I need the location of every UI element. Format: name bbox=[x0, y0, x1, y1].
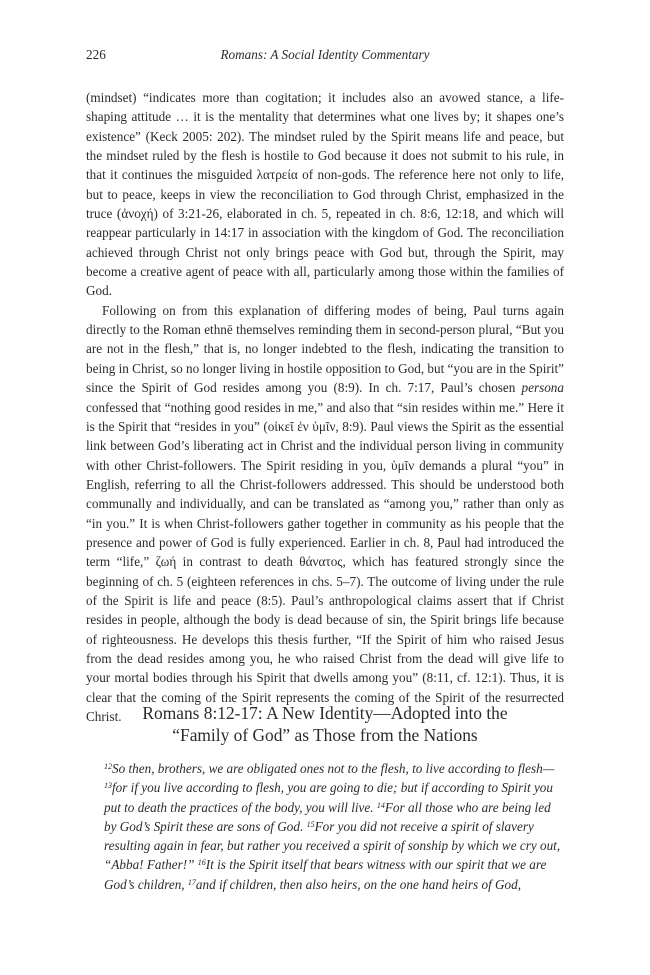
verse-text: for if you live according to flesh, you are going to die; but if according to Spirit you put to death the practices of the body, you will live. bbox=[104, 780, 553, 815]
section-heading-line-2: “Family of God” as Those from the Nations bbox=[172, 725, 478, 745]
persona-emphasis: persona bbox=[521, 380, 564, 396]
section-heading bbox=[86, 702, 564, 746]
section-heading-line-1: Romans 8:12-17: A New Identity—Adopted into the bbox=[142, 703, 508, 723]
verse-text: and if children, then also heirs, on the one hand heirs of God, bbox=[195, 876, 522, 892]
verse-number: 16 bbox=[197, 858, 206, 868]
running-head bbox=[86, 45, 564, 65]
verse-text: It is the Spirit itself that bears witness with our spirit that we are God’s children, bbox=[104, 857, 547, 892]
page-number: 226 bbox=[86, 47, 106, 62]
paragraph-2 bbox=[86, 301, 564, 727]
body-text bbox=[86, 88, 564, 726]
verse-number: 13 bbox=[104, 781, 112, 791]
verse-text: So then, brothers, we are obligated ones not to the flesh, to live according to flesh— bbox=[112, 761, 555, 776]
paragraph-1: (mindset) “indicates more than cogitation; it includes also an avowed stance, a life-shaping attitude … it is the mentality that determines what one lives by; it shapes one’s existence” (Keck 2005: 202). The mindset ruled by the Spirit means life and peace, but the mindset ruled by the flesh is hostile to God because it does not submit to his rule, in that it continues the misguided λατρεία of non-gods. The reference here not only to life, but to peace, keeps in view the reconciliation to God through Christ, emphasized in the truce (ἀνοχή) of 3:21-26, elaborated in ch. 5, repeated in ch. 8:6, 12:18, and which will reappear particularly in 14:17 in association with the kingdom of God. The reconciliation achieved through Christ not only brings peace with God but, through the Spirit, may become a creative agent of peace with all, particularly among those within the families of God. bbox=[86, 90, 564, 299]
verse-number: 17 bbox=[187, 877, 196, 887]
scripture-quotation bbox=[104, 759, 562, 894]
paragraph-2-part-2: confessed that “nothing good resides in me,” and also that “sin resides within me.” Here it is the Spirit that “resides in you” (οἰκεῖ ἐν ὑμῖν, 8:9). Paul views the Spirit as the essential link between God’s liberating act in Christ and the individual person living in community with other Christ-followers. The Spirit residing in you, ὑμῖν demands a plural “you” in English, referring to all the Christ-followers addressed. This should be understood both communally and individually, and can be translated as “among you,” rather than only as “in you.” It is when Christ-followers gather together in community as his people that the presence and power of God is fully experienced. Earlier in ch. 8, Paul had introduced the term “life,” ζωή in contrast to death θάνατος, which has featured strongly since the beginning of ch. 5 (eighteen references in chs. 5–7). The outcome of living under the rule of the Spirit is life and peace (8:5). Paul’s anthropological claims assert that if Christ resides in people, although the body is dead because of sin, the Spirit brings life because of righteousness. He develops this thesis further, “If the Spirit of him who raised Jesus from the dead resides among you, he who raised Christ from the dead will give life to your mortal bodies through his Spirit that dwells among you” (8:11, cf. 12:1). Thus, it is clear that the coming of the Spirit represents the coming of the Spirit of the resurrected Christ. bbox=[86, 399, 564, 724]
verse-text: For all those who are being led by God’s Spirit these are sons of God. bbox=[104, 799, 551, 834]
verse-number: 15 bbox=[306, 819, 315, 829]
verse-number: 12 bbox=[104, 762, 112, 771]
paragraph-2-part-1: Following on from this explanation of differing modes of being, Paul turns again directly to the Roman ethnē themselves reminding them in second-person plural, “But you are not in the flesh,” that is, no longer indebted to the flesh, indicating the transition to being in Christ, so no longer living in hostile opposition to God, but “you are in the Spirit” since the Spirit of God resides among you (8:9). In ch. 7:17, Paul’s chosen bbox=[86, 302, 565, 396]
verse-text: For you did not receive a spirit of slavery resulting again in fear, but rather you received a spirit of sonship by which we cry out, “Abba! Father!” bbox=[104, 818, 561, 873]
running-title: Romans: A Social Identity Commentary bbox=[220, 47, 430, 62]
verse-number: 14 bbox=[376, 800, 385, 810]
